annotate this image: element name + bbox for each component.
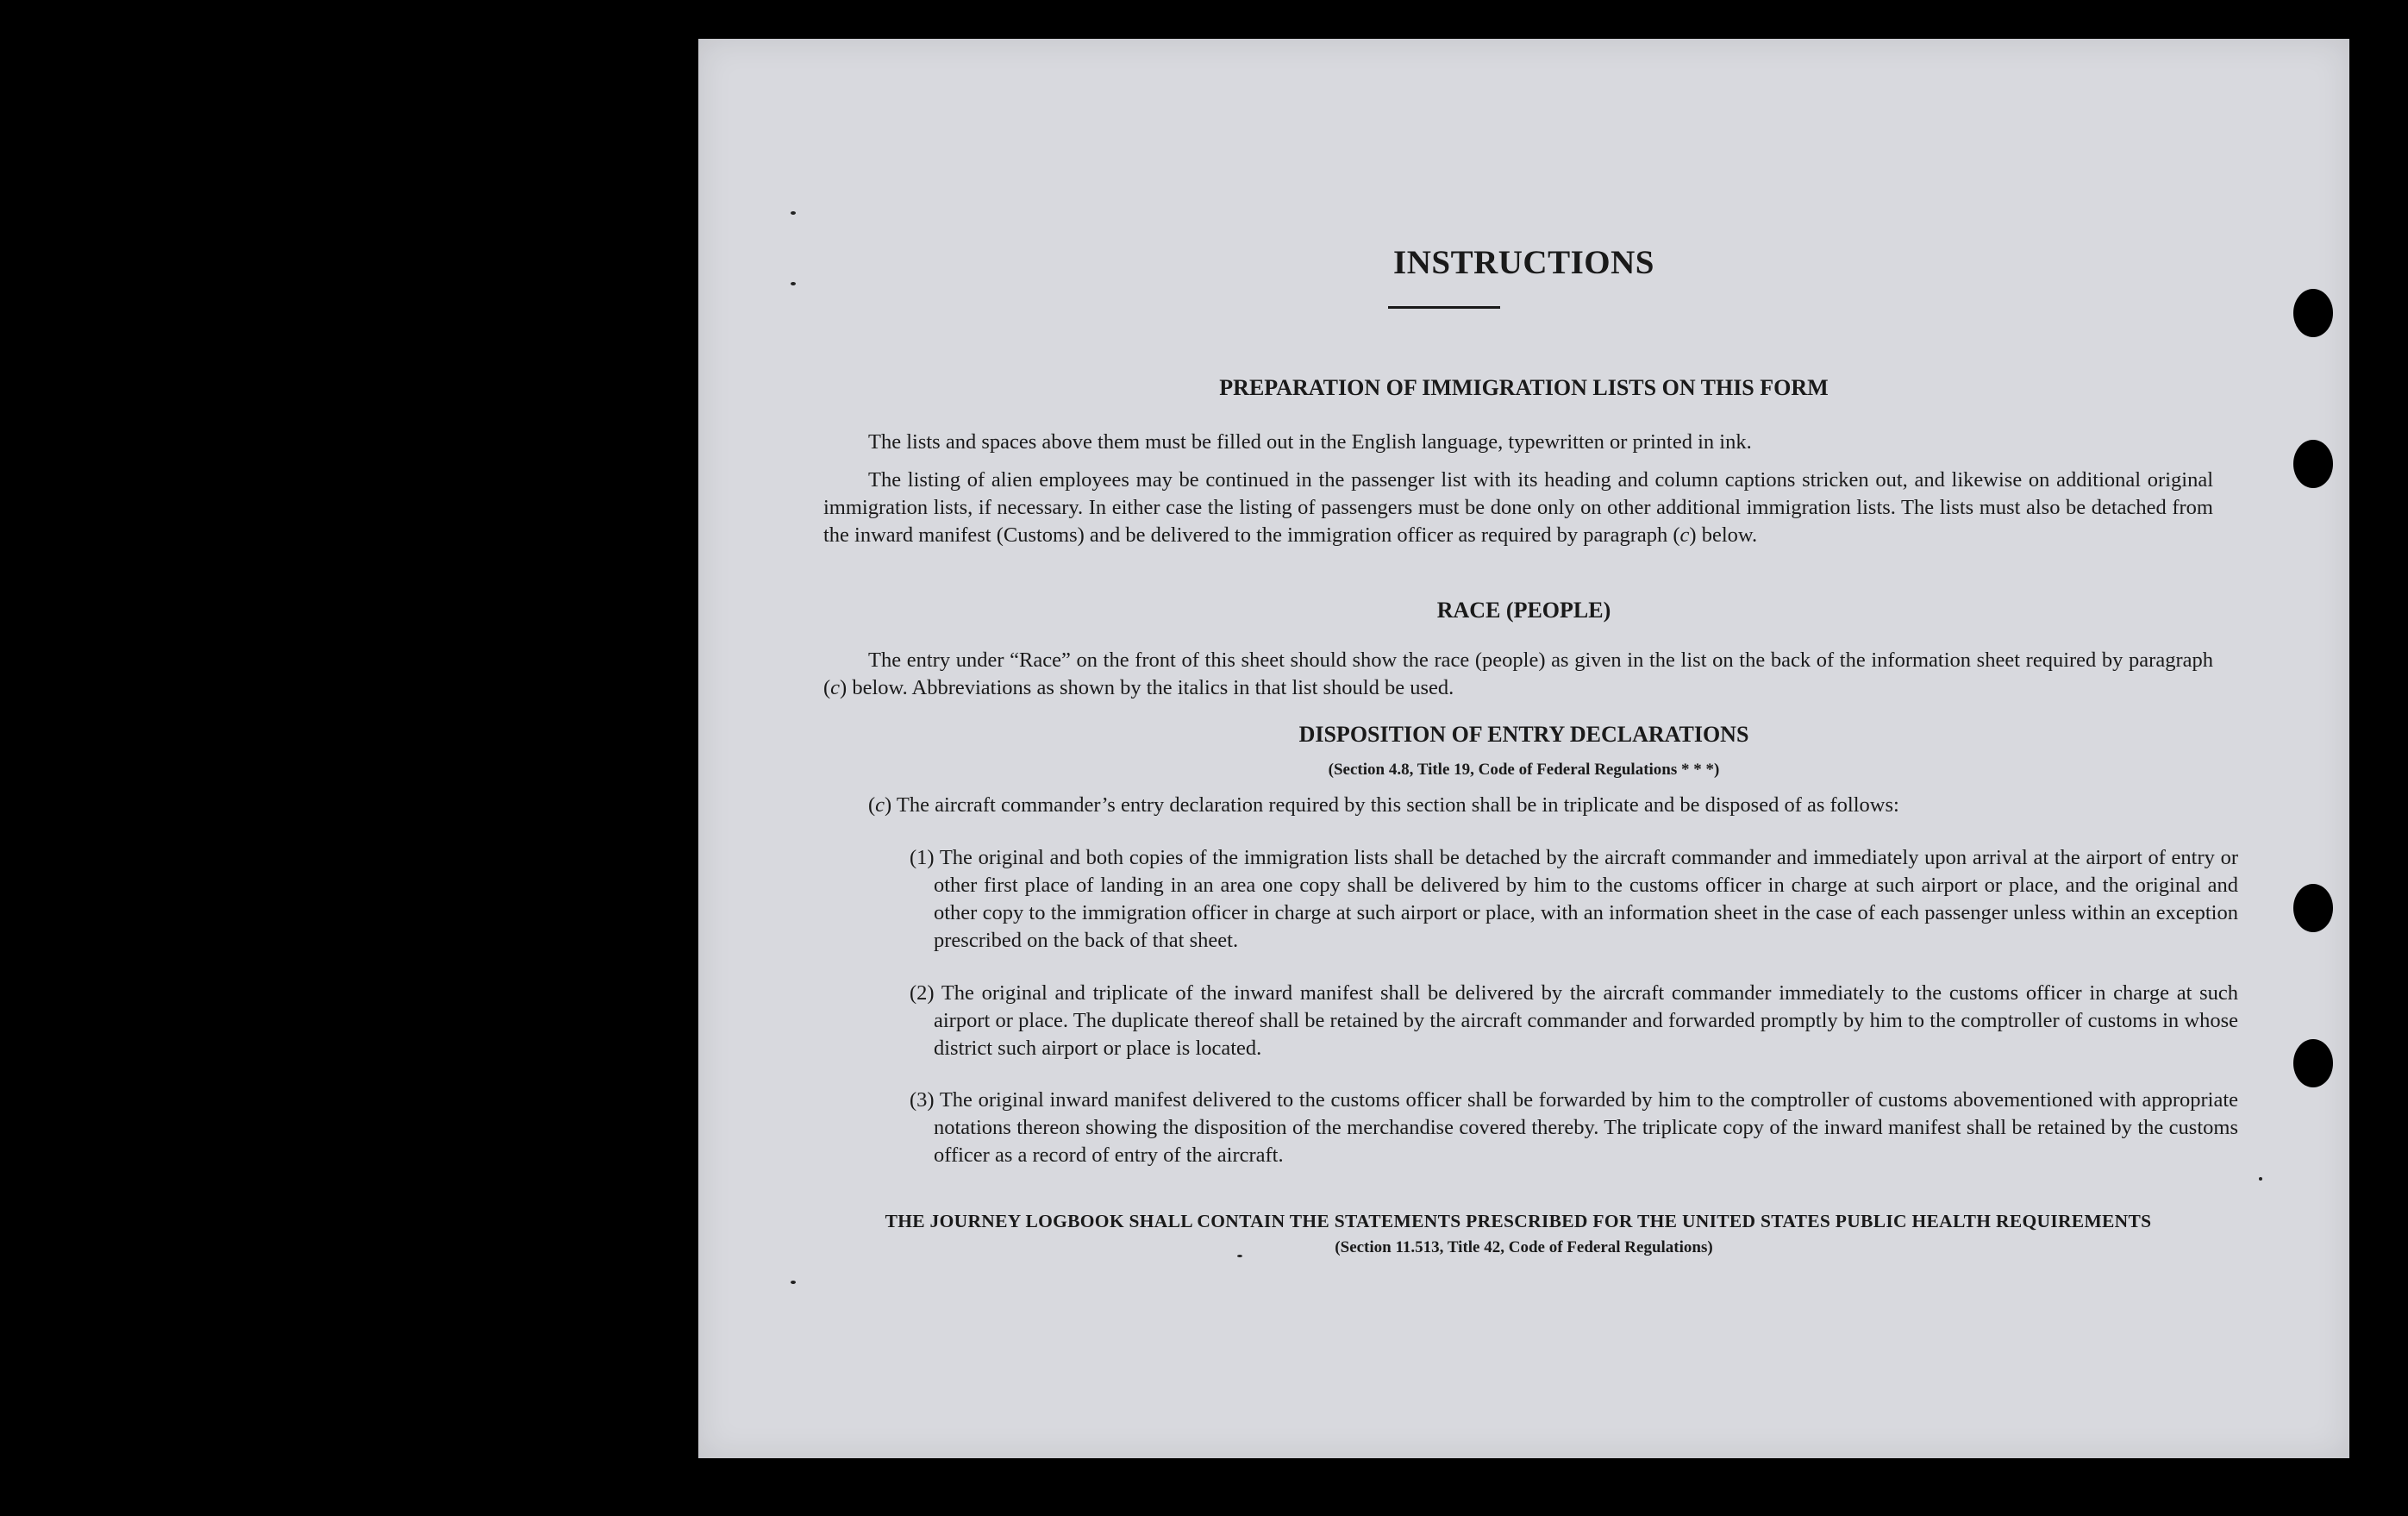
document-sheet xyxy=(698,39,2349,1458)
paragraph-disposition-intro: (c) The aircraft commander’s entry declaration required by this section shall be in triplicate and be disposed of as follows: xyxy=(868,793,1899,817)
footer-statement: THE JOURNEY LOGBOOK SHALL CONTAIN THE STATEMENTS PRESCRIBED FOR THE UNITED STATES PUBLIC HEALTH REQUIREMENTS xyxy=(885,1211,2152,1231)
section-heading-disposition: DISPOSITION OF ENTRY DECLARATIONS xyxy=(1298,722,1749,747)
title-underline xyxy=(1388,306,1500,309)
paragraph-race: The entry under “Race” on the front of this sheet should show the race (people) as given in the list on the back of the information sheet required by paragraph (c) below. Abbreviations as shown by the italics in that list should be used. xyxy=(823,648,2213,699)
binder-hole xyxy=(2293,289,2333,337)
binder-hole xyxy=(2293,440,2333,488)
footer-citation: (Section 11.513, Title 42, Code of Federal Regulations) xyxy=(1335,1238,1713,1256)
disposition-item-2: (2) The original and triplicate of the inward manifest shall be delivered by the aircraft commander immediately to the customs officer in charge at such airport or place. The duplicate thereof shall be retained by the aircraft commander and forwarded promptly by him to the comptroller of customs in whose district such airport or place is located. xyxy=(910,981,2238,1060)
disposition-item-1: (1) The original and both copies of the immigration lists shall be detached by the aircraft commander and immediately upon arrival at the airport of entry or other first place of landing in an area one copy shall be delivered by him to the customs officer in charge at such airport or place, and the original and other copy to the immigration officer in charge at such airport or place, with an information sheet in the case of each passenger unless within an exception prescribed on the back of that sheet. xyxy=(910,846,2238,952)
scan-speck xyxy=(791,282,796,285)
binder-hole xyxy=(2293,1039,2333,1087)
paragraph-preparation-2: The listing of alien employees may be continued in the passenger list with its heading and column captions stricken out, and likewise on additional original immigration lists, if necessary. In either case the listing of passengers must be done only on other additional immigration lists. The lists must also be detached from the inward manifest (Customs) and be delivered to the immigration officer as required by paragraph (c) below. xyxy=(823,468,2213,547)
section-heading-preparation: PREPARATION OF IMMIGRATION LISTS ON THIS FORM xyxy=(1219,375,1829,400)
binder-hole xyxy=(2293,884,2333,932)
scan-speck xyxy=(2259,1177,2262,1181)
disposition-citation: (Section 4.8, Title 19, Code of Federal Regulations * * *) xyxy=(1328,761,1720,779)
scan-speck xyxy=(791,211,796,215)
scan-speck xyxy=(791,1281,796,1284)
section-heading-race: RACE (PEOPLE) xyxy=(1436,598,1611,623)
disposition-item-3: (3) The original inward manifest delivered to the customs officer shall be forwarded by him to the comptroller of customs abovementioned with appropriate notations thereon showing the disposition of the merchandise covered thereby. The triplicate copy of the inward manifest shall be retained by the customs officer as a record of entry of the aircraft. xyxy=(910,1088,2238,1167)
paragraph-preparation-1: The lists and spaces above them must be filled out in the English language, typewritten or printed in ink. xyxy=(868,430,1752,454)
scan-speck xyxy=(1237,1255,1242,1257)
document-title: INSTRUCTIONS xyxy=(1393,244,1654,281)
